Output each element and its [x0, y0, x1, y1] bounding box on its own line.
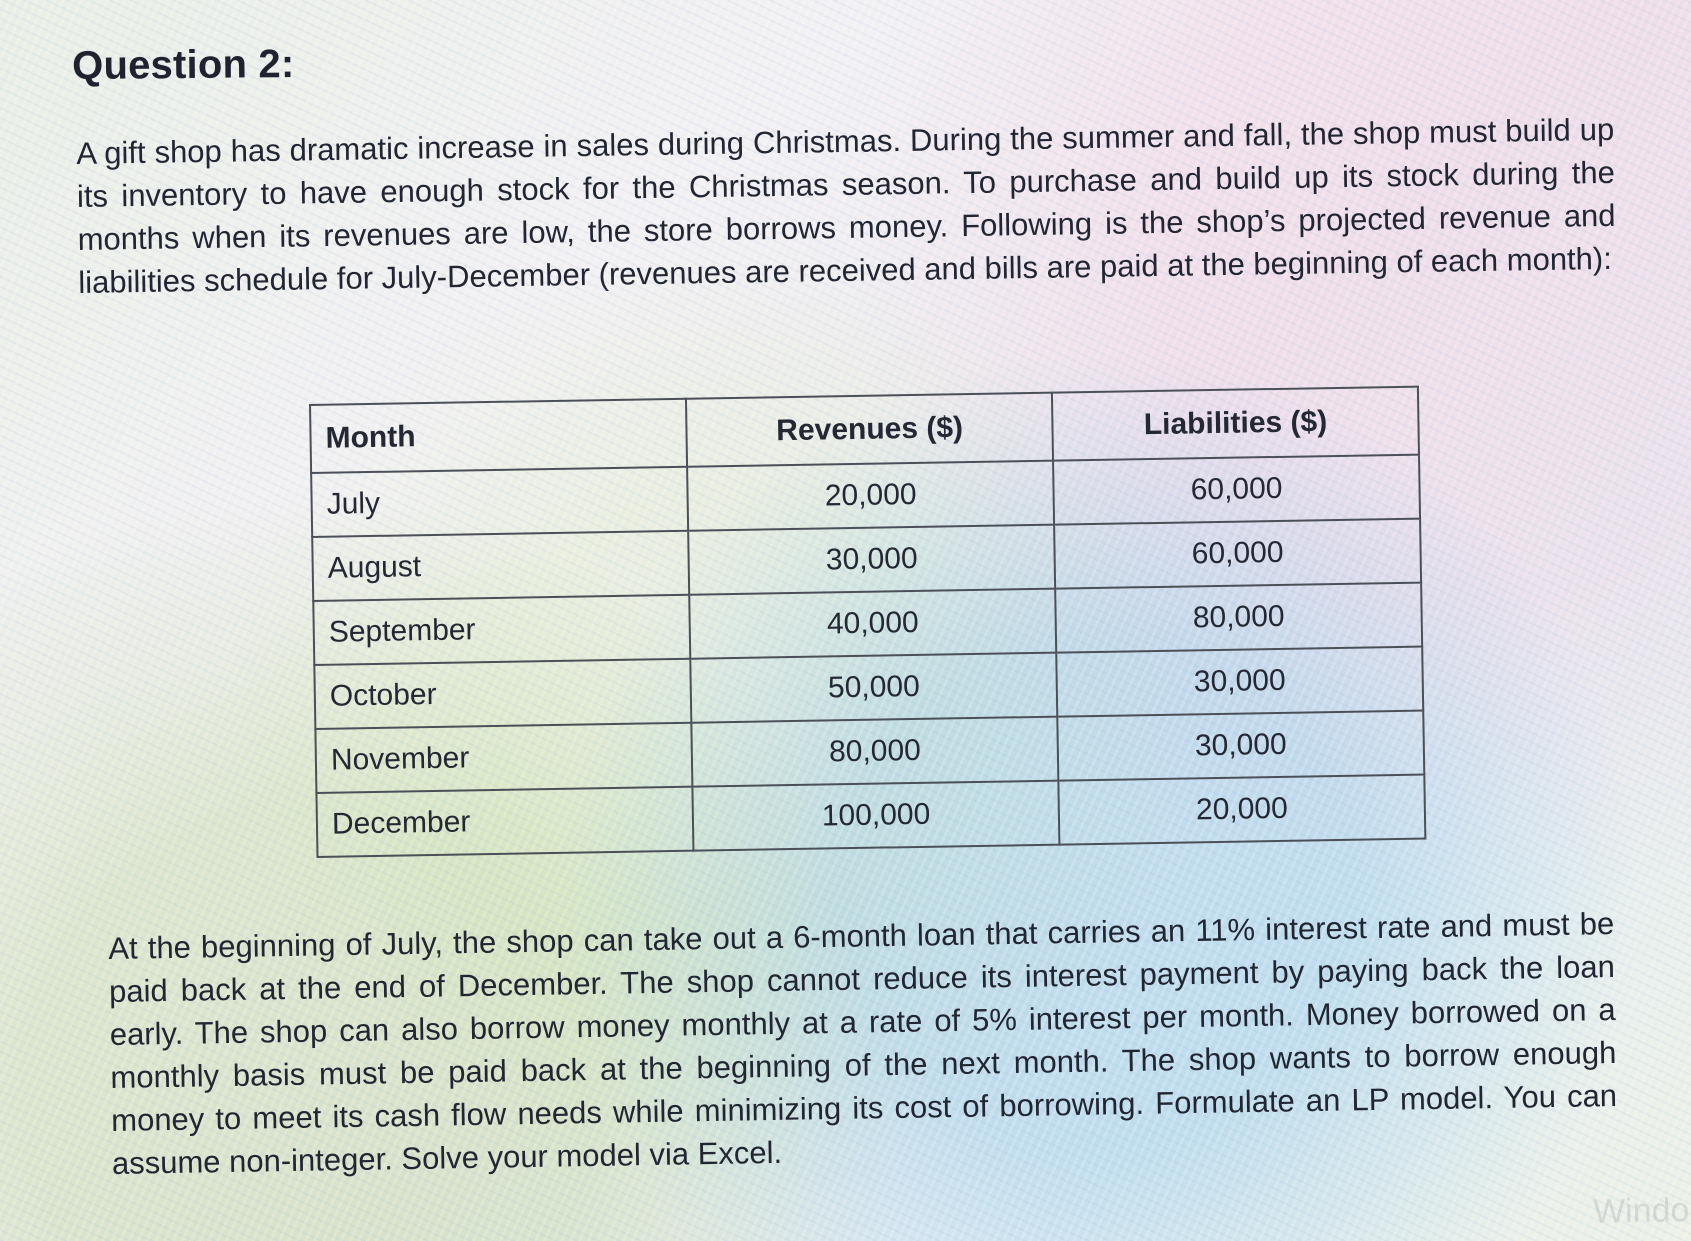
revenue-cell: 20,000	[687, 461, 1054, 531]
liabilities-column-header: Liabilities ($)	[1052, 387, 1419, 461]
question-title: Question 2:	[71, 42, 295, 88]
month-cell: November	[315, 723, 692, 793]
revenue-cell: 40,000	[689, 589, 1056, 659]
month-cell: August	[312, 531, 689, 601]
revenues-column-header: Revenues ($)	[686, 393, 1053, 467]
revenue-cell: 30,000	[688, 525, 1055, 595]
loan-instructions: At the beginning of July, the shop can take out a 6-month loan that carries an 11% interest rate and must be paid back at the end of December. The shop cannot reduce its interest payment by paying back the loan early. The shop can also borrow money monthly at a rate of 5% interest per month. Money borrowed on a monthly basis must be paid back at the beginning of the next month. The shop wants to borrow enough money to meet its cash flow needs while minimizing its cost of borrowing. Formulate an LP model. You can assume non-integer. Solve your model via Excel.	[108, 906, 1618, 1181]
liability-cell: 30,000	[1057, 711, 1424, 781]
month-cell: December	[316, 787, 693, 857]
month-cell: July	[311, 467, 688, 537]
month-cell: September	[313, 595, 690, 665]
liability-cell: 20,000	[1058, 775, 1425, 845]
revenue-liabilities-table-container	[309, 386, 1426, 858]
revenue-cell: 80,000	[692, 717, 1059, 787]
liability-cell: 60,000	[1053, 455, 1420, 525]
liability-cell: 30,000	[1056, 647, 1423, 717]
problem-introduction: A gift shop has dramatic increase in sales during Christmas. During the summer and fall, the shop must build up its inventory to have enough stock for the Christmas season. To purchase and build up its stock during the months when its revenues are low, the store borrows money. Following is the shop’s projected revenue and liabilities schedule for July-December (revenues are received and bills are paid at the beginning of each month):	[76, 111, 1616, 300]
revenue-cell: 100,000	[693, 781, 1060, 851]
windows-watermark: Windo	[1592, 1191, 1690, 1231]
liability-cell: 80,000	[1055, 583, 1422, 653]
liability-cell: 60,000	[1054, 519, 1421, 589]
month-column-header: Month	[310, 399, 687, 473]
revenue-cell: 50,000	[690, 653, 1057, 723]
month-cell: October	[314, 659, 691, 729]
revenue-liabilities-table	[309, 386, 1426, 858]
